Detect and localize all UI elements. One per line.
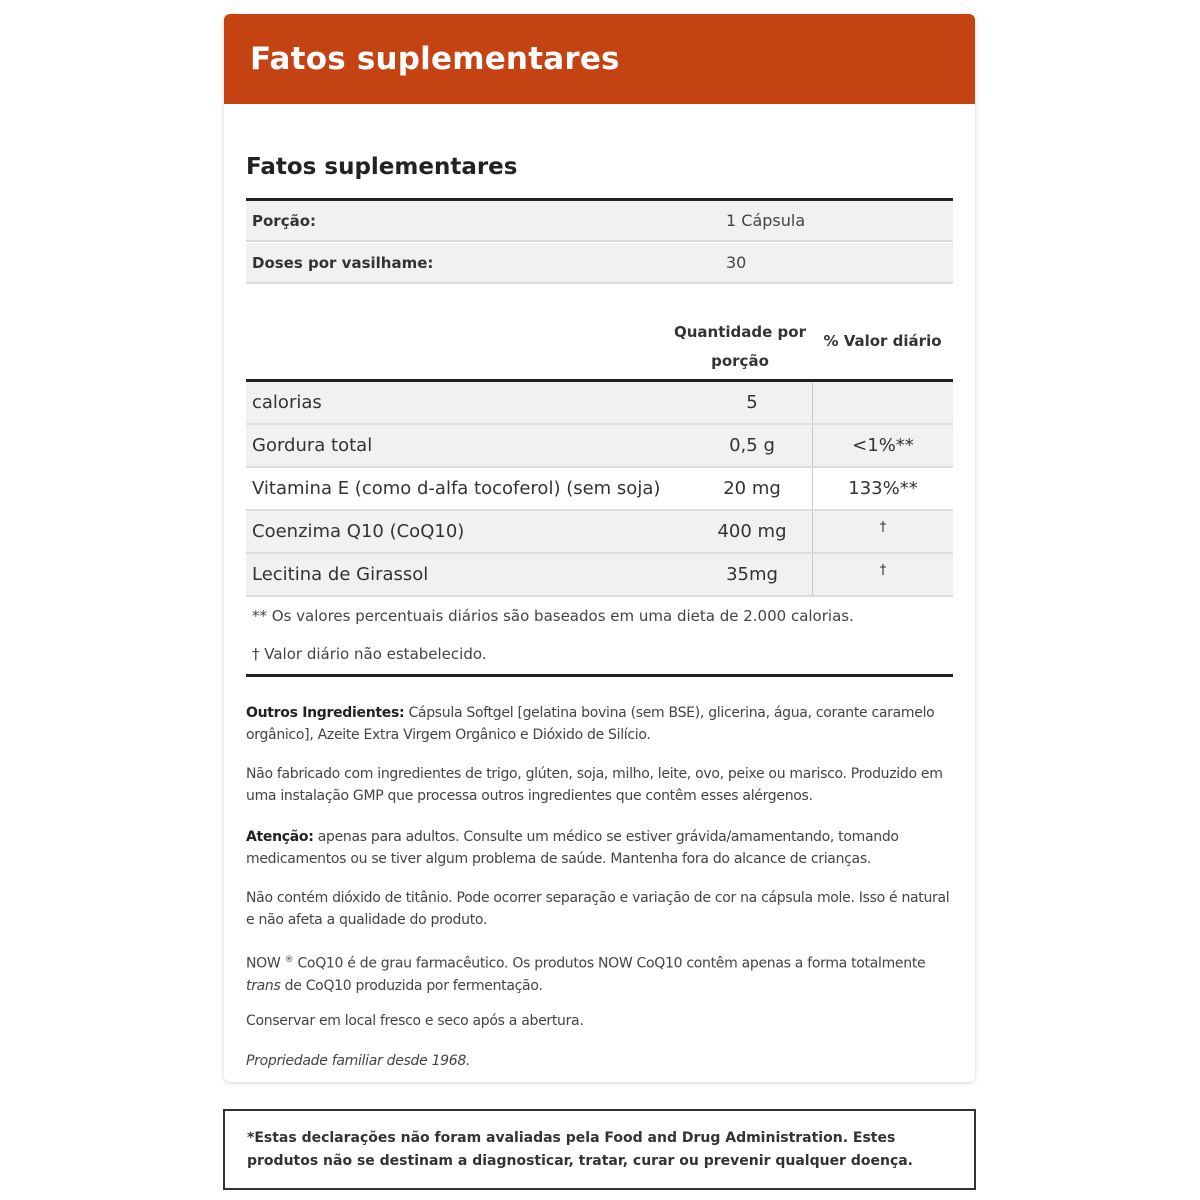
- nutrient-row: [246, 554, 953, 597]
- nutrient-name: Gordura total: [252, 435, 373, 456]
- servings-per-container-label: Doses por vasilhame:: [252, 253, 434, 272]
- card-header: [224, 14, 975, 104]
- panel-title: Fatos suplementares: [246, 154, 518, 180]
- nutrient-row: [246, 511, 953, 554]
- nutrient-daily-value: <1%**: [812, 425, 953, 466]
- coq10-text-2: de CoQ10 produzida por fermentação.: [280, 977, 543, 994]
- nutrient-name: Vitamina E (como d-alfa tocoferol) (sem soja): [252, 478, 661, 499]
- serving-size-label: Porção:: [252, 211, 317, 230]
- warning-text: apenas para adultos. Consulte um médico se estiver grávida/amamentando, tomando medicamentos ou se tiver algum problema de saúde. Mantenha fora do alcance de crianças.: [246, 829, 899, 867]
- nutrient-daily-value: [812, 382, 953, 423]
- daily-value-footnote: ** Os valores percentuais diários são baseados em uma dieta de 2.000 calorias.: [252, 607, 854, 625]
- nutrient-name: calorias: [252, 392, 322, 413]
- nutrient-daily-value: 133%**: [812, 468, 953, 509]
- nutrient-amount: 400 mg: [717, 521, 787, 542]
- not-established-footnote: † Valor diário não estabelecido.: [252, 645, 487, 663]
- nutrient-daily-value: †: [812, 554, 953, 595]
- amount-column-header: Quantidade por porção: [674, 323, 806, 370]
- nutrient-row: [246, 382, 953, 425]
- nutrient-row: [246, 425, 953, 468]
- fda-disclaimer: *Estas declarações não foram avaliadas pela Food and Drug Administration. Estes produtos não se destinam a diagnosticar, tratar, curar ou prevenir qualquer doença.: [223, 1109, 976, 1190]
- nutrient-amount: 0,5 g: [729, 435, 775, 456]
- nutrient-amount: 35mg: [726, 564, 778, 585]
- divider: [246, 674, 953, 677]
- supplement-facts-card: [224, 14, 975, 1082]
- nutrient-name: Lecitina de Girassol: [252, 564, 429, 585]
- allergen-statement: Não fabricado com ingredientes de trigo, glúten, soja, milho, leite, ovo, peixe ou marisco. Produzido em uma instalação GMP que processa outros ingredientes que contêm esses alérgenos.: [246, 766, 943, 804]
- warning-label: Atenção:: [246, 829, 314, 845]
- family-owned-statement: [246, 1050, 953, 1072]
- coq10-statement: [246, 949, 953, 997]
- other-ingredients-label: Outros Ingredientes:: [246, 705, 405, 721]
- registered-mark: ®: [284, 955, 294, 965]
- header-title: Fatos suplementares: [250, 41, 620, 77]
- nutrient-name: Coenzima Q10 (CoQ10): [252, 521, 465, 542]
- family-owned-text: Propriedade familiar desde 1968.: [246, 1053, 471, 1069]
- coq10-text-1: CoQ10 é de grau farmacêutico. Os produtos NOW CoQ10 contêm apenas a forma totalmente: [293, 955, 926, 972]
- column-headers: [246, 314, 953, 380]
- serving-size-row: [246, 201, 953, 242]
- brand-name: NOW: [246, 955, 281, 972]
- servings-per-container-row: [246, 243, 953, 284]
- titanium-statement: Não contém dióxido de titânio. Pode ocorrer separação e variação de cor na cápsula mole. Isso é natural e não afeta a qualidade do produto.: [246, 890, 950, 928]
- nutrient-daily-value: †: [812, 511, 953, 552]
- other-ingredients-text: Cápsula Softgel [gelatina bovina (sem BSE), glicerina, água, corante caramelo orgânico], Azeite Extra Virgem Orgânico e Dióxido de Silício.: [246, 705, 935, 743]
- daily-value-column-header: % Valor diário: [823, 332, 942, 350]
- trans-term: trans: [246, 977, 281, 994]
- serving-size-value: 1 Cápsula: [726, 211, 806, 230]
- warning-statement: [246, 826, 953, 870]
- servings-per-container-value: 30: [726, 253, 747, 272]
- nutrient-amount: 5: [746, 392, 758, 413]
- nutrient-amount: 20 mg: [723, 478, 781, 499]
- nutrient-row: [246, 468, 953, 511]
- other-ingredients: [246, 702, 953, 746]
- storage-statement: Conservar em local fresco e seco após a abertura.: [246, 1013, 584, 1029]
